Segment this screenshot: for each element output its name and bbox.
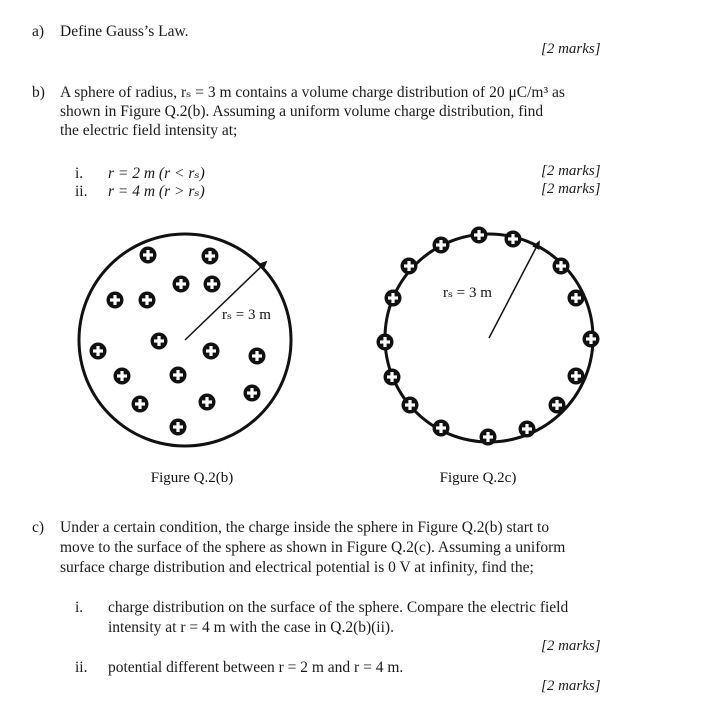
positive-charge-icon (170, 367, 187, 384)
part-c-item-i-marks: [2 marks] (541, 638, 601, 654)
radius-label-left: rₛ = 3 m (222, 307, 271, 323)
figures-svg (0, 215, 719, 505)
part-b-item-i-text: r = 2 m (r < rₛ) (108, 165, 205, 182)
positive-charge-icon (553, 258, 570, 275)
positive-charge-icon (385, 290, 402, 307)
radius-label-right: rₛ = 3 m (443, 285, 492, 301)
part-b-line-1: A sphere of radius, rₛ = 3 m contains a volume charge distribution of 20 μC/m³ as (60, 84, 565, 101)
positive-charge-icon (568, 290, 585, 307)
positive-charge-icon (377, 334, 394, 351)
positive-charge-icon (90, 343, 107, 360)
part-c-item-i-label: i. (75, 599, 84, 616)
part-c-item-i-line-1: charge distribution on the surface of the sphere. Compare the electric field (108, 599, 569, 616)
positive-charge-icon (480, 429, 497, 446)
positive-charge-icon (170, 419, 187, 436)
part-c-line-1: Under a certain condition, the charge inside the sphere in Figure Q.2(b) start to (60, 519, 550, 536)
part-b-line-3: the electric field intensity at; (60, 122, 238, 139)
positive-charge-icon (151, 333, 168, 350)
surface-charges (377, 227, 600, 446)
positive-charge-icon (549, 397, 566, 414)
radius-arrow-left (185, 262, 266, 340)
positive-charge-icon (433, 237, 450, 254)
part-b-label: b) (32, 84, 45, 101)
part-a-question: Define Gauss’s Law. (60, 23, 189, 40)
positive-charge-icon (583, 331, 600, 348)
positive-charge-icon (519, 421, 536, 438)
part-b-item-ii-text: r = 4 m (r > rₛ) (108, 183, 205, 200)
part-c-line-2: move to the surface of the sphere as shown in Figure Q.2(c). Assuming a uniform (60, 539, 566, 556)
part-c-line-3: surface charge distribution and electrical potential is 0 V at infinity, find the; (60, 559, 534, 576)
positive-charge-icon (244, 385, 261, 402)
part-c-item-ii-label: ii. (75, 659, 88, 676)
positive-charge-icon (202, 248, 219, 265)
positive-charge-icon (199, 394, 216, 411)
positive-charge-icon (140, 247, 157, 264)
positive-charge-icon (173, 276, 190, 293)
positive-charge-icon (505, 231, 522, 248)
positive-charge-icon (203, 343, 220, 360)
positive-charge-icon (568, 368, 585, 385)
positive-charge-icon (384, 369, 401, 386)
part-c-item-ii-line-1: potential different between r = 2 m and r = 4 m. (108, 659, 404, 676)
radius-arrow-right (489, 242, 539, 338)
positive-charge-icon (107, 292, 124, 309)
part-a-marks: [2 marks] (541, 41, 601, 57)
part-c-item-ii-marks: [2 marks] (541, 678, 601, 694)
part-c-item-i-line-2: intensity at r = 4 m with the case in Q.2(b)(ii). (108, 619, 394, 636)
part-a-label: a) (32, 23, 45, 40)
positive-charge-icon (402, 397, 419, 414)
part-b-item-i-marks: [2 marks] (541, 163, 601, 179)
part-b-item-ii-label: ii. (75, 183, 88, 200)
positive-charge-icon (139, 292, 156, 309)
positive-charge-icon (249, 348, 266, 365)
figure-caption-right: Figure Q.2c) (439, 470, 517, 486)
positive-charge-icon (114, 368, 131, 385)
positive-charge-icon (401, 258, 418, 275)
part-c-label: c) (32, 519, 45, 536)
positive-charge-icon (471, 227, 488, 244)
part-b-line-2: shown in Figure Q.2(b). Assuming a uniform volume charge distribution, find (60, 103, 544, 120)
positive-charge-icon (204, 276, 221, 293)
positive-charge-icon (433, 420, 450, 437)
part-b-item-i-label: i. (75, 165, 84, 182)
figure-caption-left: Figure Q.2(b) (150, 470, 234, 486)
part-b-item-ii-marks: [2 marks] (541, 181, 601, 197)
positive-charge-icon (132, 396, 149, 413)
volume-charges (90, 247, 266, 436)
